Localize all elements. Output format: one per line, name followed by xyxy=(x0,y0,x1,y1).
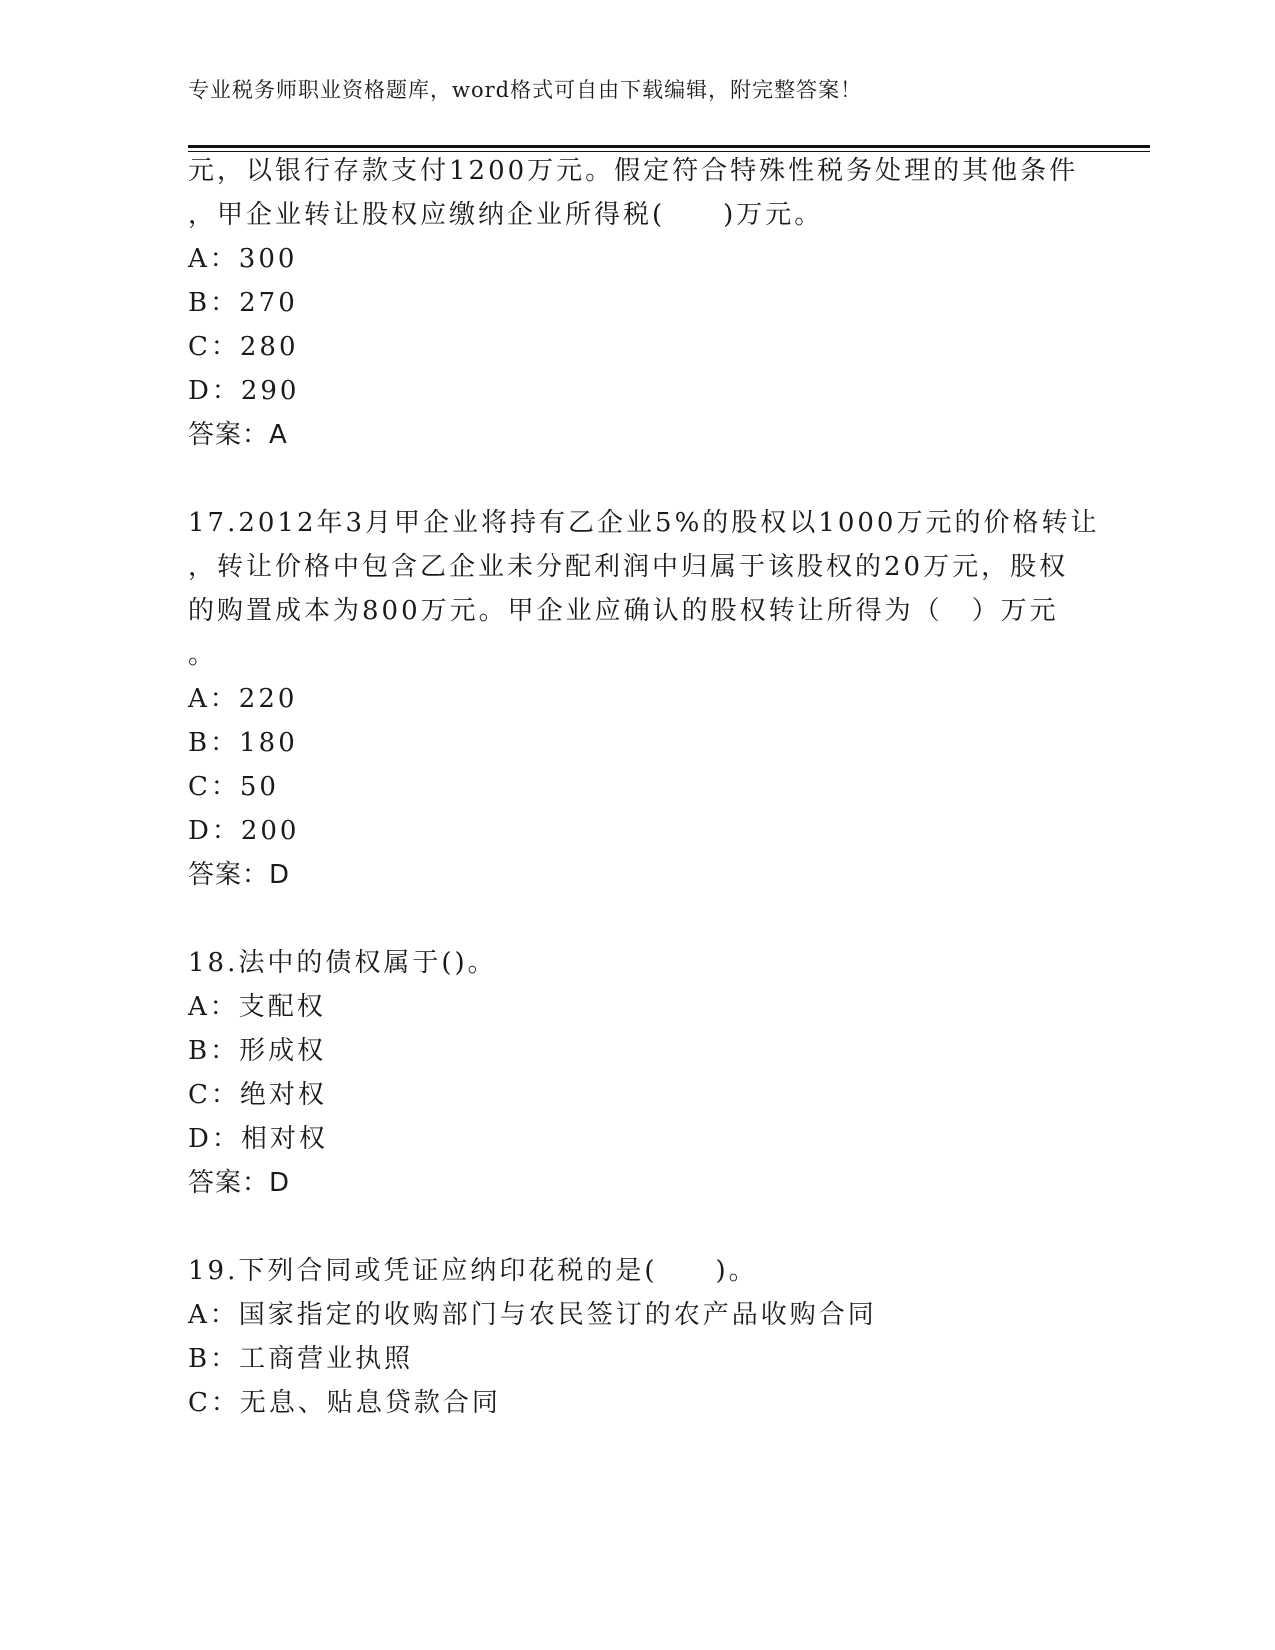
q18-option-b: B：形成权 xyxy=(188,1036,327,1066)
q17-text-line-1: 17.2012年3月甲企业将持有乙企业5%的股权以1000万元的价格转让 xyxy=(188,508,1100,538)
q17-text-line-3: 的购置成本为800万元。甲企业应确认的股权转让所得为（ ）万元 xyxy=(188,596,1059,626)
q17-text-line-4: 。 xyxy=(188,640,218,670)
q18-option-a: A：支配权 xyxy=(188,992,326,1022)
q16-option-c: C：280 xyxy=(188,332,299,362)
q16-option-d: D：290 xyxy=(188,376,300,406)
q17-text-line-2: ，转让价格中包含乙企业未分配利润中归属于该股权的20万元，股权 xyxy=(188,552,1069,582)
q19-text-line-1: 19.下列合同或凭证应纳印花税的是( )。 xyxy=(188,1256,758,1286)
q17-option-b: B：180 xyxy=(188,728,298,758)
q17-option-a: A：220 xyxy=(188,684,298,714)
q16-option-b: B：270 xyxy=(188,288,298,318)
q17-option-c: C：50 xyxy=(188,772,279,802)
q19-option-b: B：工商营业执照 xyxy=(188,1344,414,1374)
q19-option-c: C：无息、贴息贷款合同 xyxy=(188,1388,501,1418)
q16-text-line-1: 元，以银行存款支付1200万元。假定符合特殊性税务处理的其他条件 xyxy=(188,156,1079,186)
q18-option-d: D：相对权 xyxy=(188,1124,328,1154)
header-rule-thin xyxy=(188,151,1150,152)
q17-option-d: D：200 xyxy=(188,816,300,846)
q16-option-a: A：300 xyxy=(188,244,298,274)
q17-answer: 答案：D xyxy=(188,860,291,890)
q18-option-c: C：绝对权 xyxy=(188,1080,327,1110)
q18-answer: 答案：D xyxy=(188,1168,291,1198)
q16-text-line-2: ，甲企业转让股权应缴纳企业所得税( )万元。 xyxy=(188,200,824,230)
header-rule-thick xyxy=(188,145,1150,148)
q16-answer: 答案：A xyxy=(188,420,288,450)
q19-option-a: A：国家指定的收购部门与农民签订的农产品收购合同 xyxy=(188,1300,877,1330)
page-header: 专业税务师职业资格题库，word格式可自由下载编辑，附完整答案！ xyxy=(188,78,863,102)
q18-text-line-1: 18.法中的债权属于()。 xyxy=(188,948,497,978)
